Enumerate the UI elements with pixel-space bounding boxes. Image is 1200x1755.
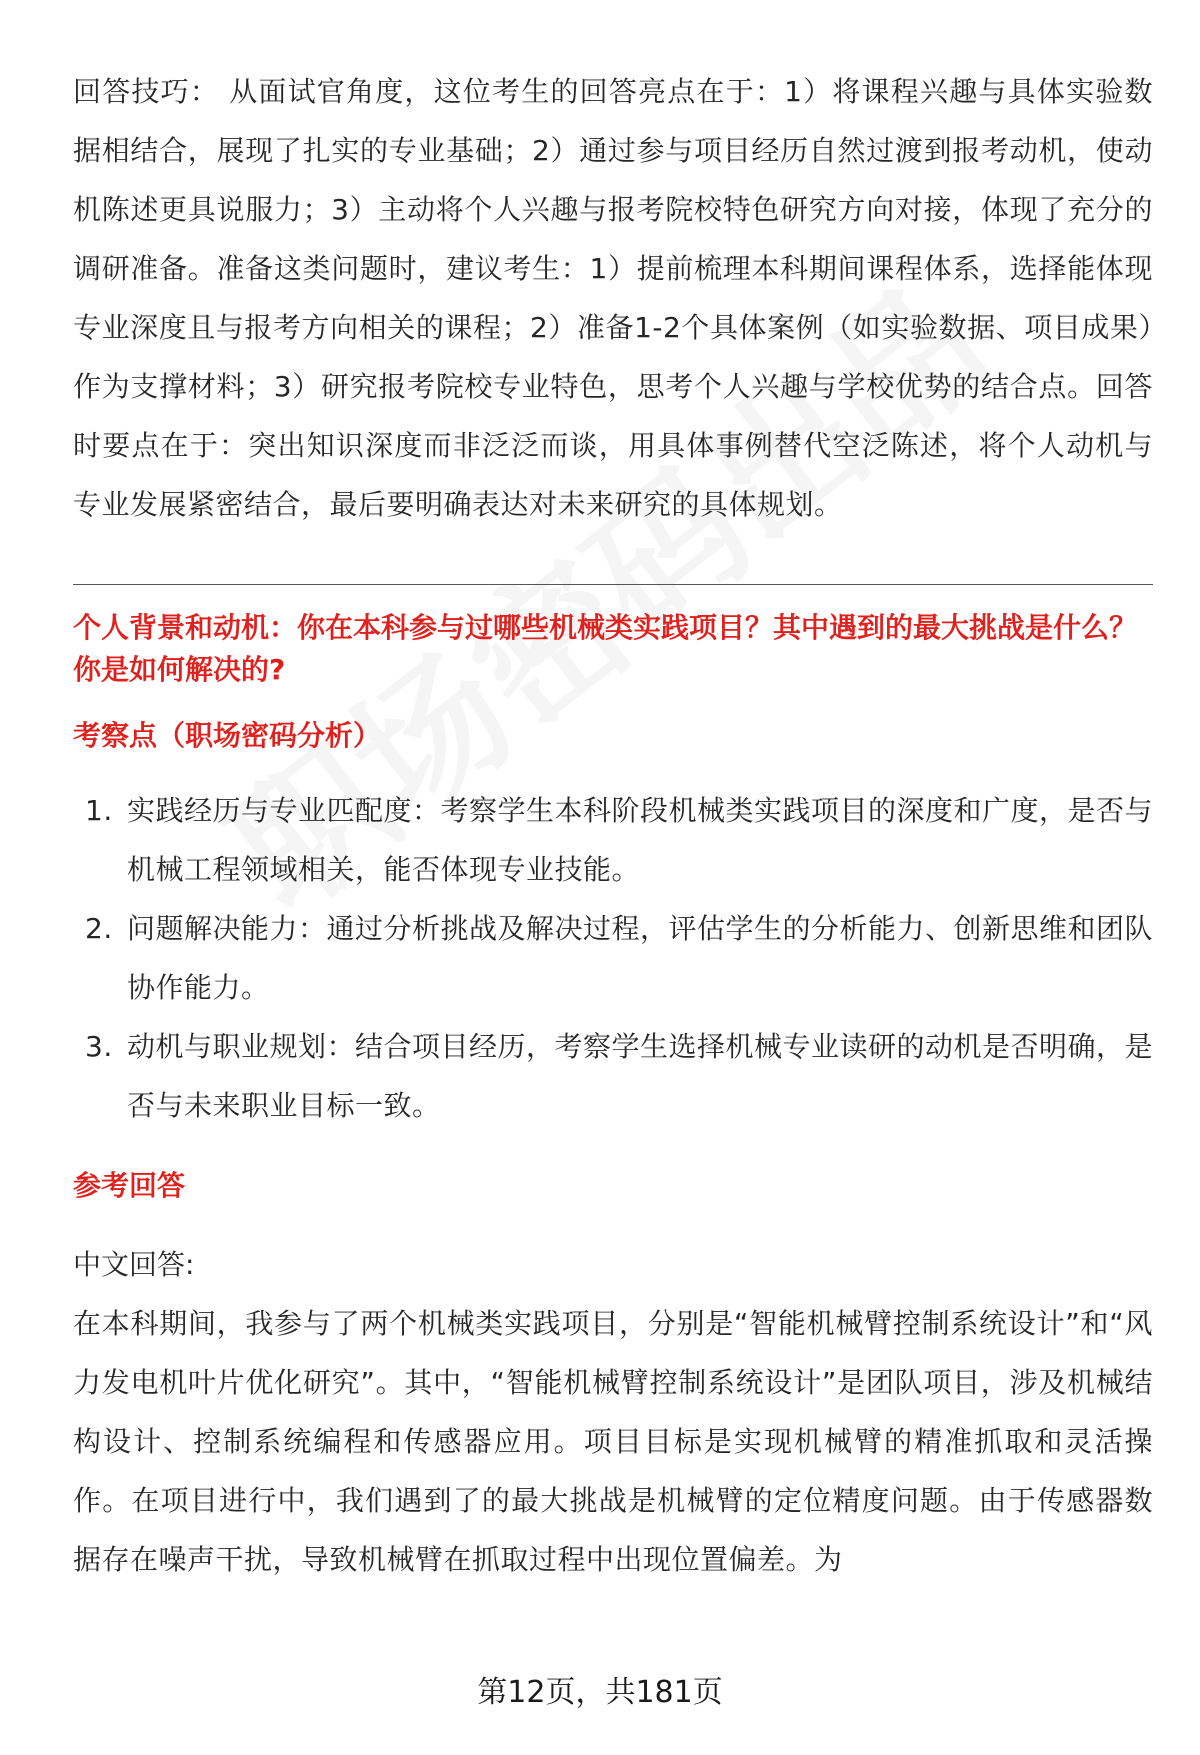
assessment-heading: 考察点（职场密码分析） — [73, 719, 382, 752]
reference-answer-heading: 参考回答 — [73, 1169, 186, 1202]
answer-tips-paragraph: 回答技巧： 从面试官角度，这位考生的回答亮点在于：1）将课程兴趣与具体实验数据相结合，展现了扎实的专业基础；2）通过参与项目经历自然过渡到报考动机，使动机陈述更具说服力；3）主动将个人兴趣与报考院校特色研究方向对接，体现了充分的调研准备。准备这类问题时，建议考生：1）提前梳理本科期间课程体系，选择能体现专业深度且与报考方向相关的课程；2）准备1-2个具体案例（如实验数据、项目成果）作为支撑材料；3）研究报考院校专业特色，思考个人兴趣与学校优势的结合点。回答时要点在于：突出知识深度而非泛泛而谈，用具体事例替代空泛陈述，将个人动机与专业发展紧密结合，最后要明确表达对未来研究的具体规划。 — [73, 75, 1153, 521]
list-item-text: 实践经历与专业匹配度：考察学生本科阶段机械类实践项目的深度和广度，是否与机械工程领域相关，能否体现专业技能。 — [127, 794, 1154, 886]
list-item-text: 动机与职业规划：结合项目经历，考察学生选择机械专业读研的动机是否明确，是否与未来职业目标一致。 — [127, 1030, 1154, 1122]
list-item — [73, 781, 1153, 899]
assessment-list — [73, 781, 1153, 1135]
list-item — [73, 1017, 1153, 1135]
list-item-number: 3. — [85, 1030, 113, 1063]
list-item-number: 1. — [85, 794, 113, 827]
list-item — [73, 899, 1153, 1017]
question-heading: 个人背景和动机：你在本科参与过哪些机械类实践项目？其中遇到的最大挑战是什么？你是如何解决的? — [73, 611, 1138, 686]
section-divider — [73, 584, 1153, 585]
chinese-answer-paragraph: 在本科期间，我参与了两个机械类实践项目，分别是“智能机械臂控制系统设计”和“风力发电机叶片优化研究”。其中，“智能机械臂控制系统设计”是团队项目，涉及机械结构设计、控制系统编程和传感器应用。项目目标是实现机械臂的精准抓取和灵活操作。在项目进行中，我们遇到了的最大挑战是机械臂的定位精度问题。由于传感器数据存在噪声干扰，导致机械臂在抓取过程中出现位置偏差。为 — [73, 1307, 1153, 1576]
list-item-number: 2. — [85, 912, 113, 945]
page-content — [73, 62, 1153, 1589]
chinese-answer-label: 中文回答: — [73, 1248, 195, 1281]
list-item-text: 问题解决能力：通过分析挑战及解决过程，评估学生的分析能力、创新思维和团队协作能力。 — [127, 912, 1154, 1004]
page-number: 第12页，共181页 — [477, 1675, 723, 1710]
